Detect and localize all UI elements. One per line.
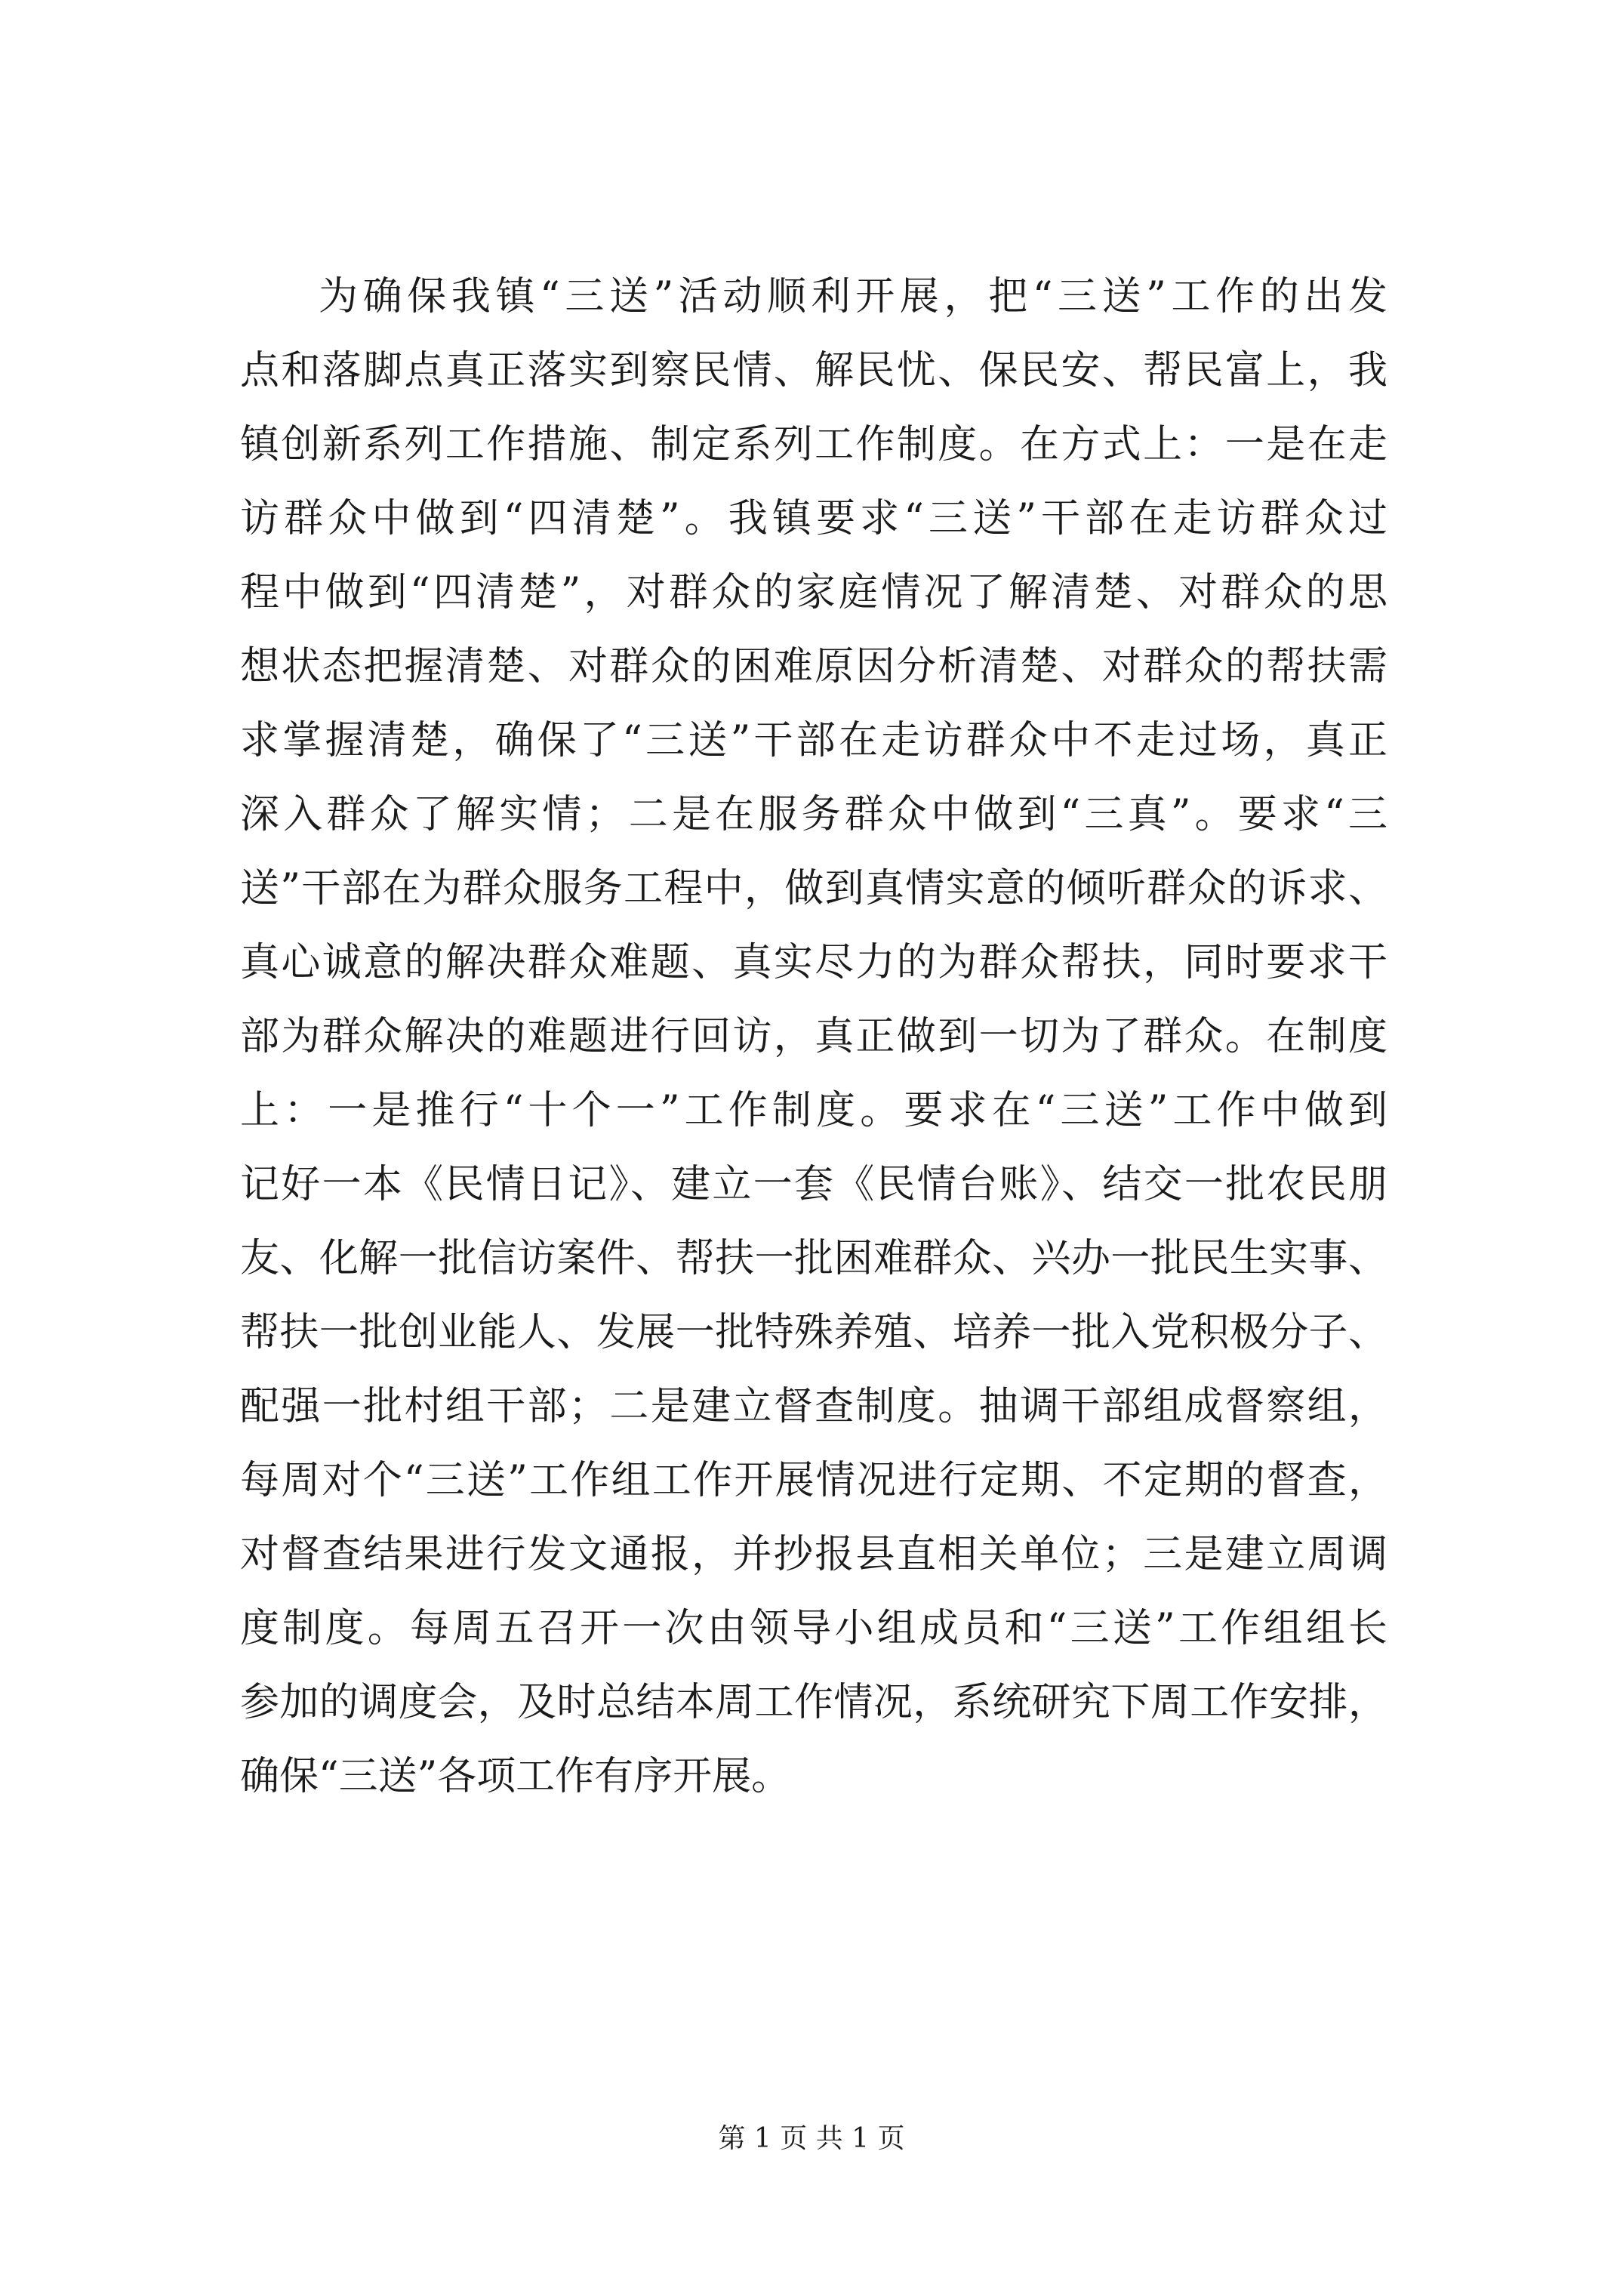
paragraph-line-1: 为确保我镇“三送”活动顺利开展，把“三送”工作的出发 [319, 274, 1387, 319]
page-footer: 第 1 页 共 1 页 [718, 2123, 905, 2154]
paragraph-line-7: 求掌握清楚，确保了“三送”干部在走访群众中不走过场，真正 [240, 718, 1387, 763]
paragraph-line-19: 度制度。每周五召开一次由领导小组成员和“三送”工作组组长 [240, 1606, 1387, 1651]
paragraph-line-20: 参加的调度会，及时总结本周工作情况，系统研究下周工作安排， [240, 1680, 1387, 1725]
paragraph-line-4: 访群众中做到“四清楚”。我镇要求“三送”干部在走访群众过 [240, 496, 1387, 541]
paragraph-line-2: 点和落脚点真正落实到察民情、解民忧、保民安、帮民富上，我 [240, 348, 1387, 393]
paragraph-line-6: 想状态把握清楚、对群众的困难原因分析清楚、对群众的帮扶需 [240, 644, 1387, 689]
paragraph-line-5: 程中做到“四清楚”，对群众的家庭情况了解清楚、对群众的思 [240, 570, 1387, 615]
paragraph-line-16: 配强一批村组干部；二是建立督查制度。抽调干部组成督察组， [240, 1384, 1387, 1429]
paragraph-line-21: 确保“三送”各项工作有序开展。 [240, 1754, 791, 1799]
paragraph-line-10: 真心诚意的解决群众难题、真实尽力的为群众帮扶，同时要求干 [240, 940, 1387, 985]
paragraph-line-3: 镇创新系列工作措施、制定系列工作制度。在方式上：一是在走 [240, 422, 1387, 467]
paragraph-line-14: 友、化解一批信访案件、帮扶一批困难群众、兴办一批民生实事、 [240, 1236, 1387, 1281]
paragraph-line-12: 上：一是推行“十个一”工作制度。要求在“三送”工作中做到 [240, 1088, 1387, 1133]
paragraph-line-18: 对督查结果进行发文通报，并抄报县直相关单位；三是建立周调 [240, 1532, 1387, 1577]
paragraph-line-11: 部为群众解决的难题进行回访，真正做到一切为了群众。在制度 [240, 1014, 1387, 1059]
paragraph-line-17: 每周对个“三送”工作组工作开展情况进行定期、不定期的督查， [240, 1458, 1387, 1503]
paragraph-line-13: 记好一本《民情日记》、建立一套《民情台账》、结交一批农民朋 [240, 1162, 1387, 1207]
body-paragraph [240, 260, 1387, 1814]
paragraph-line-15: 帮扶一批创业能人、发展一批特殊养殖、培养一批入党积极分子、 [240, 1310, 1387, 1355]
paragraph-line-8: 深入群众了解实情；二是在服务群众中做到“三真”。要求“三 [240, 792, 1387, 837]
paragraph-line-9: 送”干部在为群众服务工程中，做到真情实意的倾听群众的诉求、 [240, 866, 1387, 911]
